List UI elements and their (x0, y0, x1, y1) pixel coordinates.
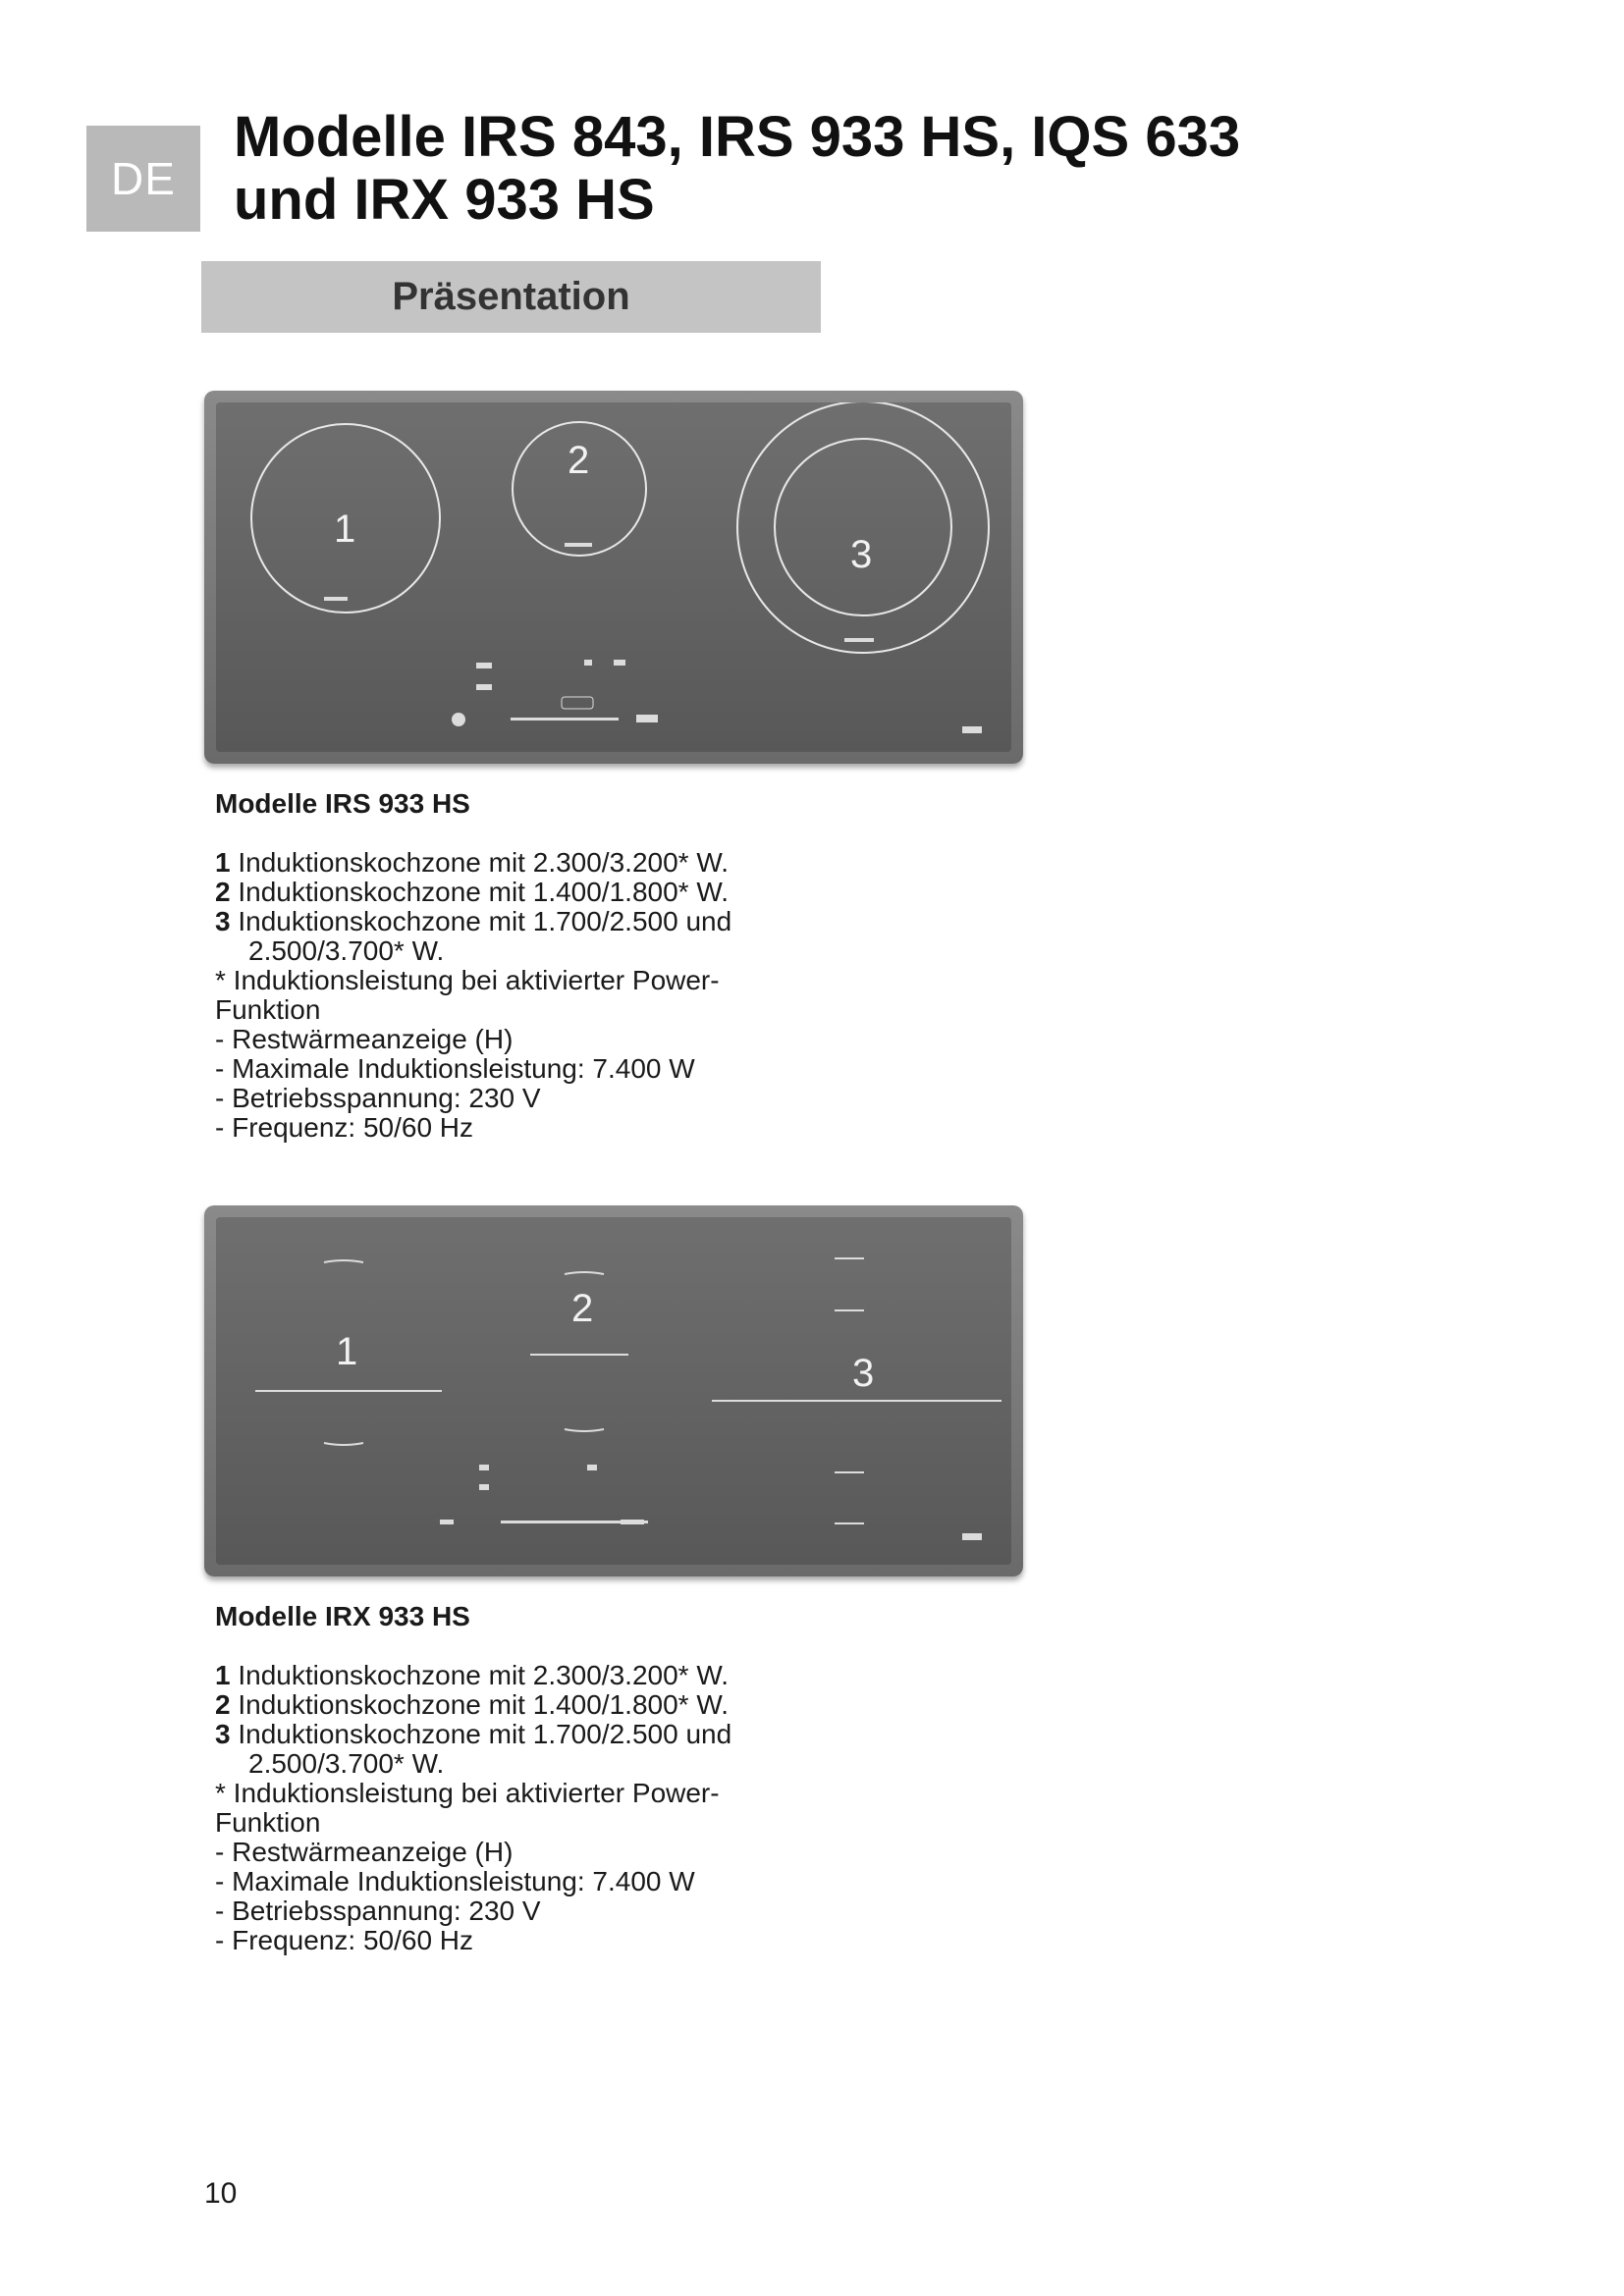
zone-markers (255, 1258, 1001, 1523)
zone-spec-text: Induktionskochzone mit 2.300/3.200* W. (230, 847, 729, 878)
model-heading: Modelle IRS 933 HS (215, 788, 470, 819)
zone-3-indicator (844, 638, 874, 642)
zone-spec-line (215, 848, 804, 878)
zone-number: 1 (215, 847, 231, 878)
spec-item: - Betriebsspannung: 230 V (215, 1896, 541, 1926)
power-note-cont: Funktion (215, 1807, 321, 1838)
spec-item: - Restwärmeanzeige (H) (215, 1024, 514, 1054)
power-key (452, 713, 465, 726)
spec-item: - Maximale Induktionsleistung: 7.400 W (215, 1866, 695, 1896)
zone-1-indicator (324, 597, 348, 601)
power-note: * Induktionsleistung bei aktivierter Power- (215, 965, 720, 995)
hob-glass-surface (216, 402, 1011, 752)
zone-1-bottom-marker (324, 1443, 363, 1445)
zone-2-label: 2 (571, 1287, 594, 1330)
zone-spec-line (215, 878, 804, 907)
hob-drawing (216, 402, 1011, 752)
zone-1-label: 1 (334, 507, 356, 551)
zone-number: 2 (215, 1689, 231, 1720)
zone-2-top-marker (565, 1272, 604, 1274)
model-description-irs-933-hs (215, 789, 804, 1143)
spec-item: - Restwärmeanzeige (H) (215, 1837, 514, 1867)
spec-item: - Frequenz: 50/60 Hz (215, 1112, 474, 1143)
section-heading-bar (201, 261, 821, 333)
zone-2-bottom-marker (565, 1429, 604, 1431)
control-key (476, 663, 492, 668)
spec-item: - Maximale Induktionsleistung: 7.400 W (215, 1053, 695, 1084)
brand-logo (962, 1533, 982, 1540)
model-heading: Modelle IRX 933 HS (215, 1601, 470, 1631)
control-key (440, 1520, 454, 1524)
control-key (636, 715, 658, 722)
zone-spec-line (215, 1661, 804, 1690)
page-number: 10 (204, 2177, 238, 2210)
zone-number: 3 (215, 906, 231, 936)
page-title (234, 106, 1240, 232)
zone-spec-line (215, 1690, 804, 1720)
power-note: * Induktionsleistung bei aktivierter Power- (215, 1778, 720, 1808)
zone-2-indicator (565, 543, 592, 547)
title-line-2: und IRX 933 HS (234, 168, 655, 232)
zone-spec-text: Induktionskochzone mit 1.700/2.500 und (230, 906, 732, 936)
zone-spec-line (215, 907, 804, 936)
zone-3-label: 3 (850, 533, 873, 576)
zone-3-label: 3 (852, 1352, 875, 1395)
title-line-1: Modelle IRS 843, IRS 933 HS, IQS 633 (234, 105, 1241, 169)
zone-2-label: 2 (568, 439, 590, 482)
control-key (479, 1465, 489, 1470)
control-key (584, 660, 592, 666)
zone-1-label: 1 (336, 1330, 358, 1373)
control-key (621, 1520, 644, 1524)
control-panel (440, 1465, 982, 1540)
hob-image-irx-933-hs (204, 1205, 1023, 1576)
zone-spec-continuation: 2.500/3.700* W. (248, 1748, 445, 1779)
language-tab: DE (86, 126, 200, 232)
zone-spec-continuation: 2.500/3.700* W. (248, 935, 445, 966)
section-heading: Präsentation (392, 275, 630, 318)
hob-glass-surface (216, 1217, 1011, 1565)
zone-number: 3 (215, 1719, 231, 1749)
control-key (614, 660, 625, 666)
display-window (562, 697, 593, 709)
zone-spec-text: Induktionskochzone mit 1.400/1.800* W. (230, 1689, 729, 1720)
zone-spec-text: Induktionskochzone mit 1.400/1.800* W. (230, 877, 729, 907)
brand-logo (962, 726, 982, 733)
zone-spec-line (215, 1720, 804, 1749)
zone-number: 1 (215, 1660, 231, 1690)
zone-spec-text: Induktionskochzone mit 1.700/2.500 und (230, 1719, 732, 1749)
model-description-irx-933-hs (215, 1602, 804, 1955)
power-note-cont: Funktion (215, 994, 321, 1025)
zone-1-top-marker (324, 1260, 363, 1262)
spec-item: - Betriebsspannung: 230 V (215, 1083, 541, 1113)
zone-spec-text: Induktionskochzone mit 2.300/3.200* W. (230, 1660, 729, 1690)
hob-drawing (216, 1217, 1011, 1565)
hob-image-irs-933-hs (204, 391, 1023, 764)
zone-number: 2 (215, 877, 231, 907)
control-key (476, 684, 492, 690)
spec-item: - Frequenz: 50/60 Hz (215, 1925, 474, 1955)
control-key (587, 1465, 597, 1470)
zone-3-inner-ring (775, 439, 951, 615)
slider-bar (511, 718, 619, 721)
control-key (479, 1484, 489, 1490)
